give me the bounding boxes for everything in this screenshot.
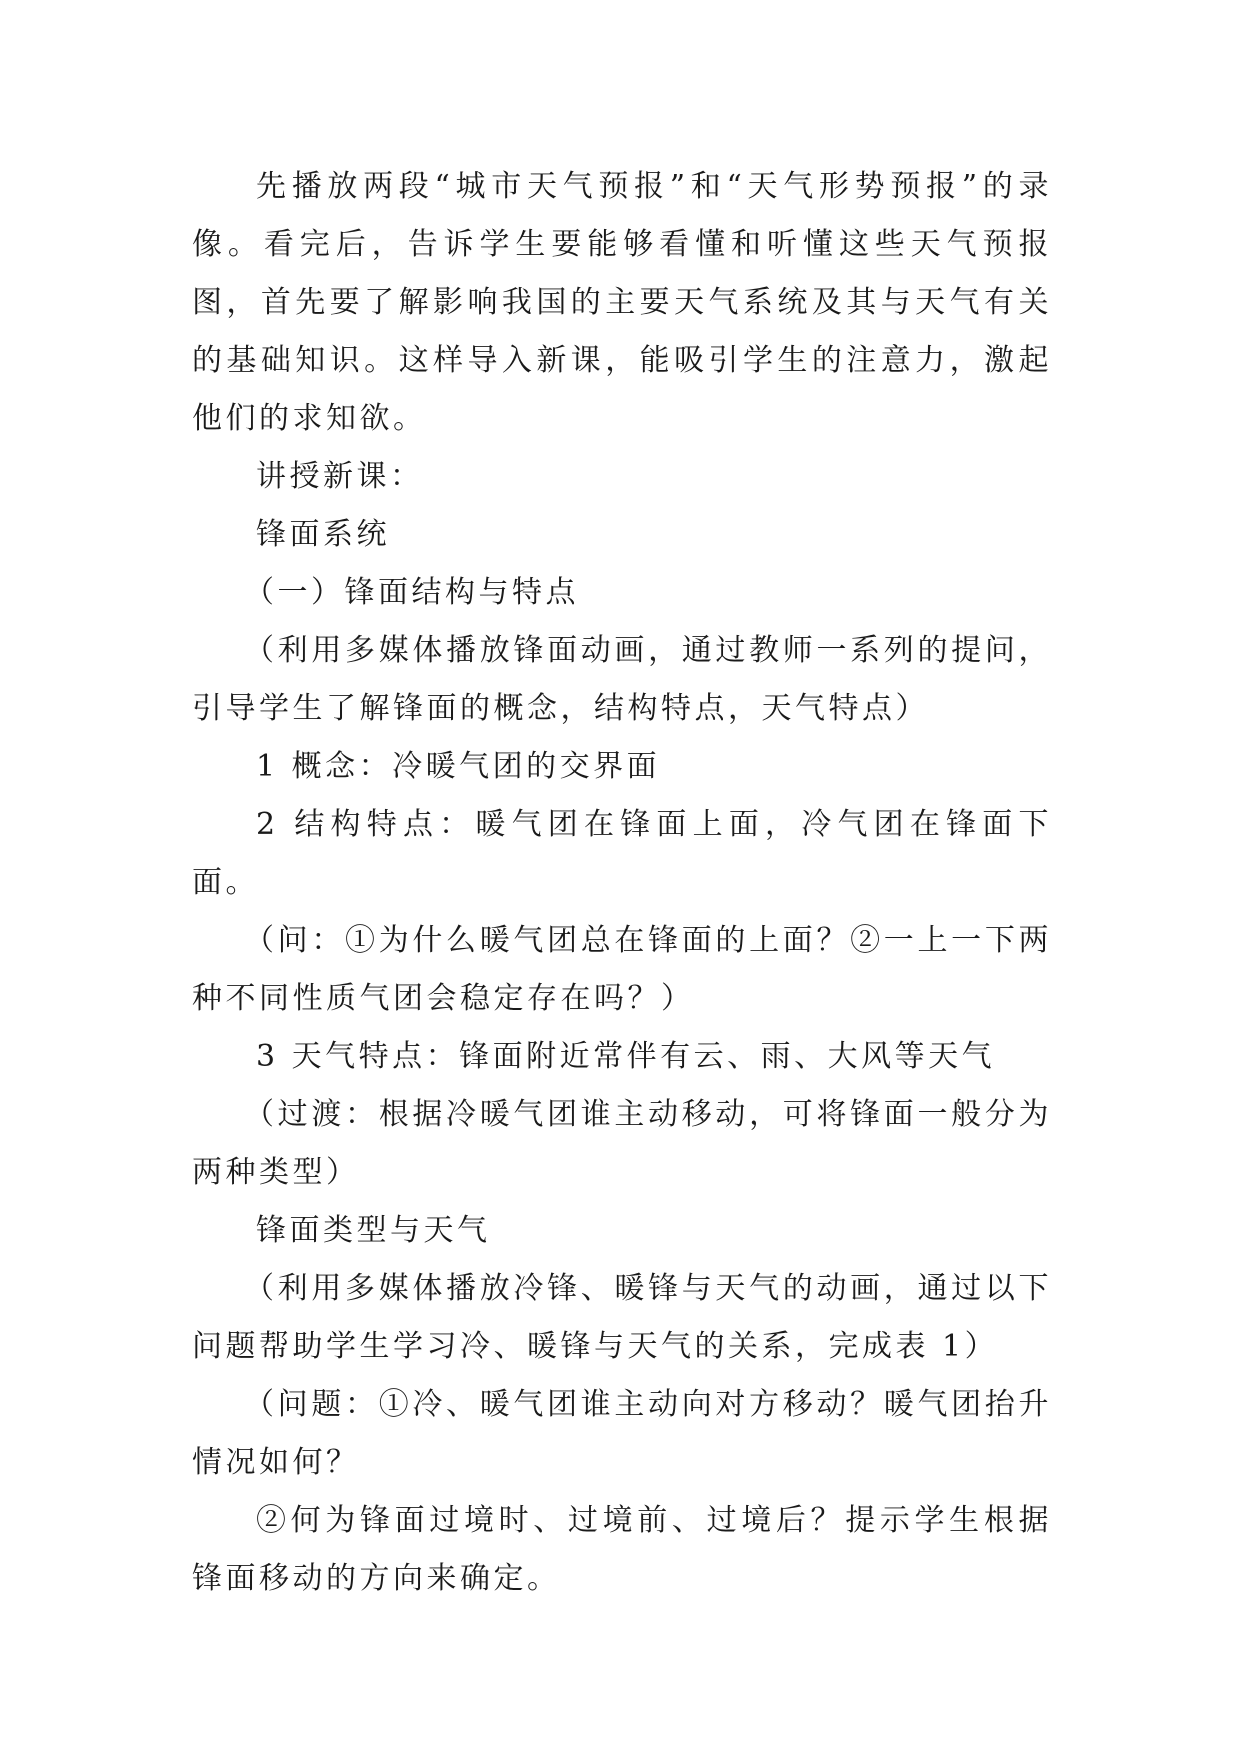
document-body bbox=[192, 158, 1052, 1608]
paragraph-lecture-heading: 讲授新课： bbox=[256, 459, 424, 494]
paragraph-structure: 2 结构特点：暖气团在锋面上面，冷气团在锋面下面。 bbox=[192, 807, 1052, 900]
paragraph-front-system: 锋面系统 bbox=[256, 517, 390, 552]
paragraph-question-three: ②何为锋面过境时、过境前、过境后？提示学生根据锋面移动的方向来确定。 bbox=[192, 1503, 1052, 1596]
paragraph-intro: 先播放两段“城市天气预报”和“天气形势预报”的录像。看完后，告诉学生要能够看懂和听懂这些天气预报图，首先要了解影响我国的主要天气系统及其与天气有关的基础知识。这样导入新课，能吸引学生的注意力，激起他们的求知欲。 bbox=[192, 169, 1052, 436]
paragraph-weather-features: 3 天气特点：锋面附近常伴有云、雨、大风等天气 bbox=[256, 1039, 996, 1074]
paragraph-concept: 1 概念：冷暖气团的交界面 bbox=[256, 749, 661, 784]
paragraph-multimedia-note: （利用多媒体播放锋面动画，通过教师一系列的提问，引导学生了解锋面的概念，结构特点，天气特点） bbox=[192, 633, 1052, 726]
paragraph-transition: （过渡：根据冷暖气团谁主动移动，可将锋面一般分为两种类型） bbox=[192, 1097, 1052, 1190]
paragraph-question-two: （问题：①冷、暖气团谁主动向对方移动？暖气团抬升情况如何？ bbox=[192, 1387, 1052, 1480]
paragraph-multimedia-note-two: （利用多媒体播放冷锋、暖锋与天气的动画，通过以下问题帮助学生学习冷、暖锋与天气的关系，完成表 1） bbox=[192, 1271, 1052, 1364]
paragraph-front-types: 锋面类型与天气 bbox=[256, 1213, 491, 1248]
paragraph-section-one: （一）锋面结构与特点 bbox=[244, 575, 579, 610]
paragraph-question-one: （问：①为什么暖气团总在锋面的上面？②一上一下两种不同性质气团会稳定存在吗？） bbox=[192, 923, 1052, 1016]
